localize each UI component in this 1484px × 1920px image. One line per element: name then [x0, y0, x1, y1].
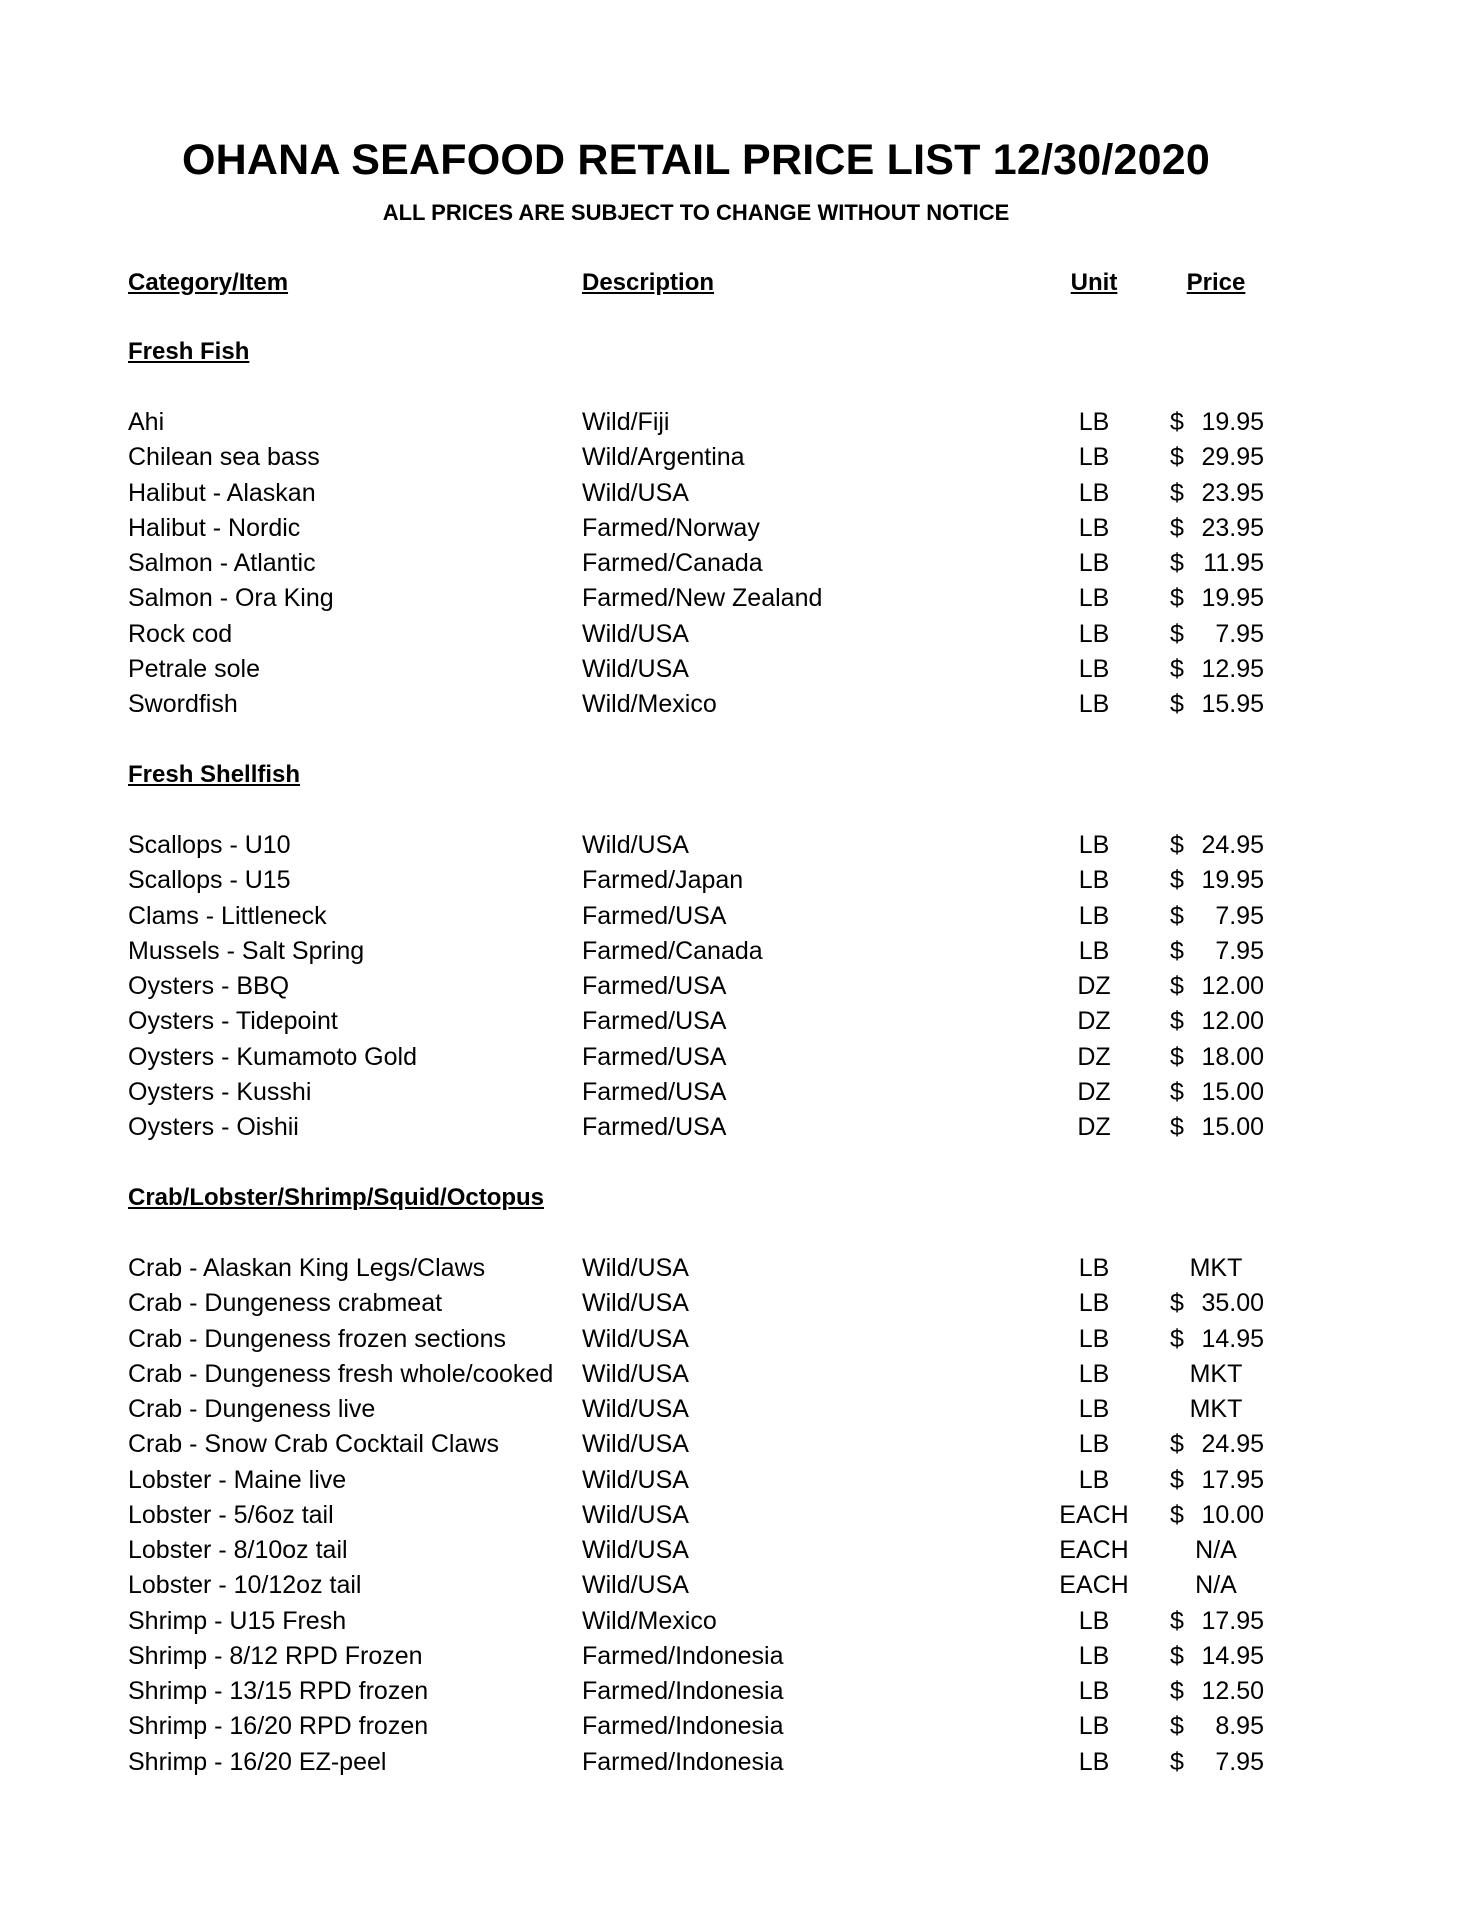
item-name: Salmon - Ora King	[128, 584, 334, 613]
currency-symbol: $	[1170, 1007, 1184, 1036]
item-unit: DZ	[1077, 1042, 1111, 1071]
item-description: Wild/USA	[582, 478, 689, 507]
currency-symbol: $	[1170, 1747, 1184, 1776]
currency-symbol: $	[1170, 408, 1184, 436]
category-heading: Crab/Lobster/Shrimp/Squid/Octopus	[128, 1184, 545, 1211]
table-row	[0, 1676, 1484, 1706]
item-name: Chilean sea bass	[128, 443, 320, 472]
item-description: Wild/USA	[582, 654, 689, 683]
item-unit: EACH	[1059, 1571, 1129, 1600]
item-description: Farmed/Indonesia	[582, 1677, 784, 1705]
item-description: Farmed/USA	[582, 1077, 727, 1106]
currency-symbol: $	[1170, 619, 1184, 648]
currency-symbol: $	[1170, 584, 1184, 613]
item-description: Wild/USA	[582, 1324, 689, 1353]
item-name: Crab - Dungeness fresh whole/cooked	[128, 1359, 554, 1388]
table-row	[0, 619, 1484, 649]
item-unit: LB	[1078, 690, 1110, 718]
item-price: 29.95	[1201, 443, 1264, 472]
item-unit: LB	[1078, 478, 1110, 507]
item-price: 11.95	[1203, 549, 1264, 577]
table-row	[0, 1288, 1484, 1318]
item-unit: LB	[1078, 1677, 1110, 1705]
table-row	[0, 1042, 1484, 1072]
table-row	[0, 513, 1484, 543]
table-row	[0, 971, 1484, 1001]
item-name: Oysters - Kusshi	[128, 1077, 312, 1106]
table-row	[0, 936, 1484, 966]
table-row	[0, 407, 1484, 437]
currency-symbol: $	[1170, 513, 1184, 542]
table-row	[0, 478, 1484, 508]
item-unit: LB	[1078, 443, 1110, 472]
item-price: MKT	[1189, 1395, 1243, 1423]
table-row	[0, 830, 1484, 860]
item-price: 18.00	[1201, 1042, 1264, 1071]
table-row	[0, 1747, 1484, 1777]
item-description: Farmed/Japan	[582, 866, 744, 895]
item-description: Farmed/USA	[582, 1042, 727, 1071]
item-price: 17.95	[1201, 1465, 1264, 1494]
item-price: 7.95	[1215, 1747, 1264, 1776]
item-description: Farmed/USA	[582, 1007, 727, 1036]
item-price: 14.95	[1201, 1324, 1264, 1353]
item-unit: LB	[1078, 1430, 1110, 1459]
item-unit: LB	[1078, 1324, 1110, 1353]
item-description: Wild/USA	[582, 1395, 689, 1423]
item-price: 19.95	[1201, 408, 1264, 436]
item-description: Wild/Argentina	[582, 443, 745, 472]
item-description: Wild/Fiji	[582, 408, 670, 436]
item-unit: LB	[1078, 1606, 1110, 1635]
currency-symbol: $	[1170, 478, 1184, 507]
item-description: Farmed/Indonesia	[582, 1641, 784, 1670]
currency-symbol: $	[1170, 936, 1184, 965]
item-name: Crab - Alaskan King Legs/Claws	[128, 1254, 486, 1282]
item-name: Rock cod	[128, 619, 233, 648]
page-subtitle: ALL PRICES ARE SUBJECT TO CHANGE WITHOUT NOTICE	[382, 200, 1010, 225]
currency-symbol: $	[1170, 1042, 1184, 1071]
item-name: Halibut - Nordic	[128, 513, 301, 542]
item-price: 12.00	[1201, 972, 1264, 1000]
item-name: Swordfish	[128, 690, 238, 718]
item-name: Lobster - 10/12oz tail	[128, 1571, 362, 1600]
table-row	[0, 548, 1484, 578]
currency-symbol: $	[1170, 1465, 1184, 1494]
table-row	[0, 901, 1484, 931]
item-price: 14.95	[1201, 1641, 1264, 1670]
item-unit: LB	[1078, 1359, 1110, 1388]
table-row	[0, 1535, 1484, 1565]
item-name: Oysters - Tidepoint	[128, 1007, 338, 1036]
item-description: Wild/USA	[582, 619, 689, 648]
item-name: Crab - Dungeness live	[128, 1395, 376, 1423]
item-name: Lobster - Maine live	[128, 1465, 347, 1494]
item-price: 8.95	[1215, 1712, 1264, 1741]
item-price: 7.95	[1215, 901, 1264, 930]
item-price: 35.00	[1201, 1289, 1264, 1318]
item-price: 12.00	[1201, 1007, 1264, 1036]
item-description: Wild/USA	[582, 1500, 689, 1529]
column-header-row	[0, 268, 1484, 298]
currency-symbol: $	[1170, 1500, 1184, 1529]
currency-symbol: $	[1170, 1677, 1184, 1705]
item-description: Farmed/Indonesia	[582, 1747, 784, 1776]
item-price: 10.00	[1201, 1500, 1264, 1529]
item-unit: LB	[1078, 866, 1110, 895]
table-row	[0, 1394, 1484, 1424]
item-price: MKT	[1189, 1359, 1243, 1388]
item-name: Ahi	[128, 408, 165, 436]
currency-symbol: $	[1170, 1606, 1184, 1635]
item-description: Wild/USA	[582, 1359, 689, 1388]
item-unit: LB	[1078, 1465, 1110, 1494]
item-unit: LB	[1078, 513, 1110, 542]
item-description: Farmed/USA	[582, 901, 727, 930]
item-unit: LB	[1078, 901, 1110, 930]
item-name: Crab - Dungeness frozen sections	[128, 1324, 506, 1353]
item-price: 12.95	[1201, 654, 1264, 683]
item-unit: LB	[1078, 549, 1110, 577]
table-row	[0, 1359, 1484, 1389]
table-row	[0, 1112, 1484, 1142]
table-row	[0, 1324, 1484, 1354]
table-row	[0, 1006, 1484, 1036]
header-description: Description	[582, 269, 715, 296]
item-price: 15.00	[1201, 1077, 1264, 1106]
item-unit: DZ	[1077, 1113, 1111, 1141]
item-unit: LB	[1078, 584, 1110, 613]
item-description: Wild/Mexico	[582, 690, 717, 718]
item-price: 15.95	[1201, 690, 1264, 718]
item-price: 17.95	[1201, 1606, 1264, 1635]
item-unit: LB	[1078, 1747, 1110, 1776]
currency-symbol: $	[1170, 901, 1184, 930]
item-unit: LB	[1078, 1641, 1110, 1670]
item-description: Farmed/USA	[582, 1113, 727, 1141]
item-unit: LB	[1078, 936, 1110, 965]
item-name: Crab - Dungeness crabmeat	[128, 1289, 443, 1318]
item-description: Wild/USA	[582, 1289, 689, 1318]
item-name: Lobster - 5/6oz tail	[128, 1500, 334, 1529]
item-name: Shrimp - 8/12 RPD Frozen	[128, 1641, 423, 1670]
currency-symbol: $	[1170, 1712, 1184, 1741]
currency-symbol: $	[1170, 1430, 1184, 1459]
table-row	[0, 1429, 1484, 1459]
currency-symbol: $	[1170, 549, 1184, 577]
item-unit: LB	[1078, 831, 1110, 859]
item-price: 7.95	[1215, 936, 1264, 965]
currency-symbol: $	[1170, 1324, 1184, 1353]
item-unit: LB	[1078, 1395, 1110, 1423]
table-row	[0, 583, 1484, 613]
item-name: Oysters - Kumamoto Gold	[128, 1042, 417, 1071]
item-price: 24.95	[1201, 831, 1264, 859]
item-name: Crab - Snow Crab Cocktail Claws	[128, 1430, 499, 1459]
item-price: 24.95	[1201, 1430, 1264, 1459]
item-description: Wild/USA	[582, 831, 689, 859]
item-price: 19.95	[1201, 584, 1264, 613]
item-price: N/A	[1195, 1536, 1237, 1564]
table-row	[0, 689, 1484, 719]
table-row	[0, 1253, 1484, 1283]
item-description: Farmed/Norway	[582, 513, 760, 542]
item-name: Salmon - Atlantic	[128, 549, 316, 577]
item-name: Mussels - Salt Spring	[128, 936, 365, 965]
item-description: Wild/USA	[582, 1465, 689, 1494]
table-row	[0, 1711, 1484, 1741]
item-unit: DZ	[1077, 972, 1111, 1000]
item-name: Shrimp - 16/20 RPD frozen	[128, 1712, 429, 1741]
header-price: Price	[1186, 269, 1246, 296]
item-name: Lobster - 8/10oz tail	[128, 1536, 348, 1564]
item-unit: LB	[1078, 1712, 1110, 1741]
item-price: 23.95	[1201, 478, 1264, 507]
item-description: Farmed/Canada	[582, 549, 763, 577]
item-description: Farmed/Canada	[582, 936, 763, 965]
item-name: Oysters - Oishii	[128, 1113, 299, 1141]
item-description: Farmed/New Zealand	[582, 584, 823, 613]
table-row	[0, 1570, 1484, 1600]
item-unit: DZ	[1077, 1077, 1111, 1106]
table-row	[0, 1606, 1484, 1636]
header-unit: Unit	[1070, 269, 1118, 296]
item-description: Wild/USA	[582, 1254, 689, 1282]
category-heading: Fresh Fish	[128, 338, 250, 365]
currency-symbol: $	[1170, 866, 1184, 895]
item-name: Shrimp - U15 Fresh	[128, 1606, 347, 1635]
currency-symbol: $	[1170, 1289, 1184, 1318]
item-unit: EACH	[1059, 1536, 1129, 1564]
currency-symbol: $	[1170, 690, 1184, 718]
item-price: 7.95	[1215, 619, 1264, 648]
item-unit: LB	[1078, 1289, 1110, 1318]
item-price: MKT	[1189, 1254, 1243, 1282]
table-row	[0, 1641, 1484, 1671]
table-row	[0, 654, 1484, 684]
item-unit: LB	[1078, 1254, 1110, 1282]
item-price: 23.95	[1201, 513, 1264, 542]
item-unit: EACH	[1059, 1500, 1129, 1529]
item-name: Halibut - Alaskan	[128, 478, 316, 507]
item-unit: LB	[1078, 654, 1110, 683]
item-price: N/A	[1195, 1571, 1237, 1600]
item-description: Wild/USA	[582, 1430, 689, 1459]
page-title: OHANA SEAFOOD RETAIL PRICE LIST 12/30/2020	[182, 136, 1210, 184]
item-name: Scallops - U15	[128, 866, 291, 895]
item-name: Scallops - U10	[128, 831, 291, 859]
table-row	[0, 1500, 1484, 1530]
item-name: Shrimp - 13/15 RPD frozen	[128, 1677, 429, 1705]
currency-symbol: $	[1170, 831, 1184, 859]
item-description: Wild/USA	[582, 1571, 689, 1600]
currency-symbol: $	[1170, 972, 1184, 1000]
item-price: 19.95	[1201, 866, 1264, 895]
item-price: 15.00	[1201, 1113, 1264, 1141]
currency-symbol: $	[1170, 1113, 1184, 1141]
currency-symbol: $	[1170, 1641, 1184, 1670]
item-name: Oysters - BBQ	[128, 972, 290, 1000]
currency-symbol: $	[1170, 654, 1184, 683]
item-description: Wild/Mexico	[582, 1606, 717, 1635]
item-description: Farmed/Indonesia	[582, 1712, 784, 1741]
header-item: Category/Item	[128, 269, 289, 296]
table-row	[0, 1465, 1484, 1495]
item-description: Wild/USA	[582, 1536, 689, 1564]
table-row	[0, 865, 1484, 895]
item-price: 12.50	[1201, 1677, 1264, 1705]
item-unit: DZ	[1077, 1007, 1111, 1036]
item-unit: LB	[1078, 619, 1110, 648]
currency-symbol: $	[1170, 443, 1184, 472]
item-name: Petrale sole	[128, 654, 261, 683]
table-row	[0, 1077, 1484, 1107]
table-row	[0, 442, 1484, 472]
category-heading: Fresh Shellfish	[128, 761, 301, 788]
item-name: Shrimp - 16/20 EZ-peel	[128, 1747, 387, 1776]
currency-symbol: $	[1170, 1077, 1184, 1106]
item-description: Farmed/USA	[582, 972, 727, 1000]
item-name: Clams - Littleneck	[128, 901, 327, 930]
item-unit: LB	[1078, 408, 1110, 436]
